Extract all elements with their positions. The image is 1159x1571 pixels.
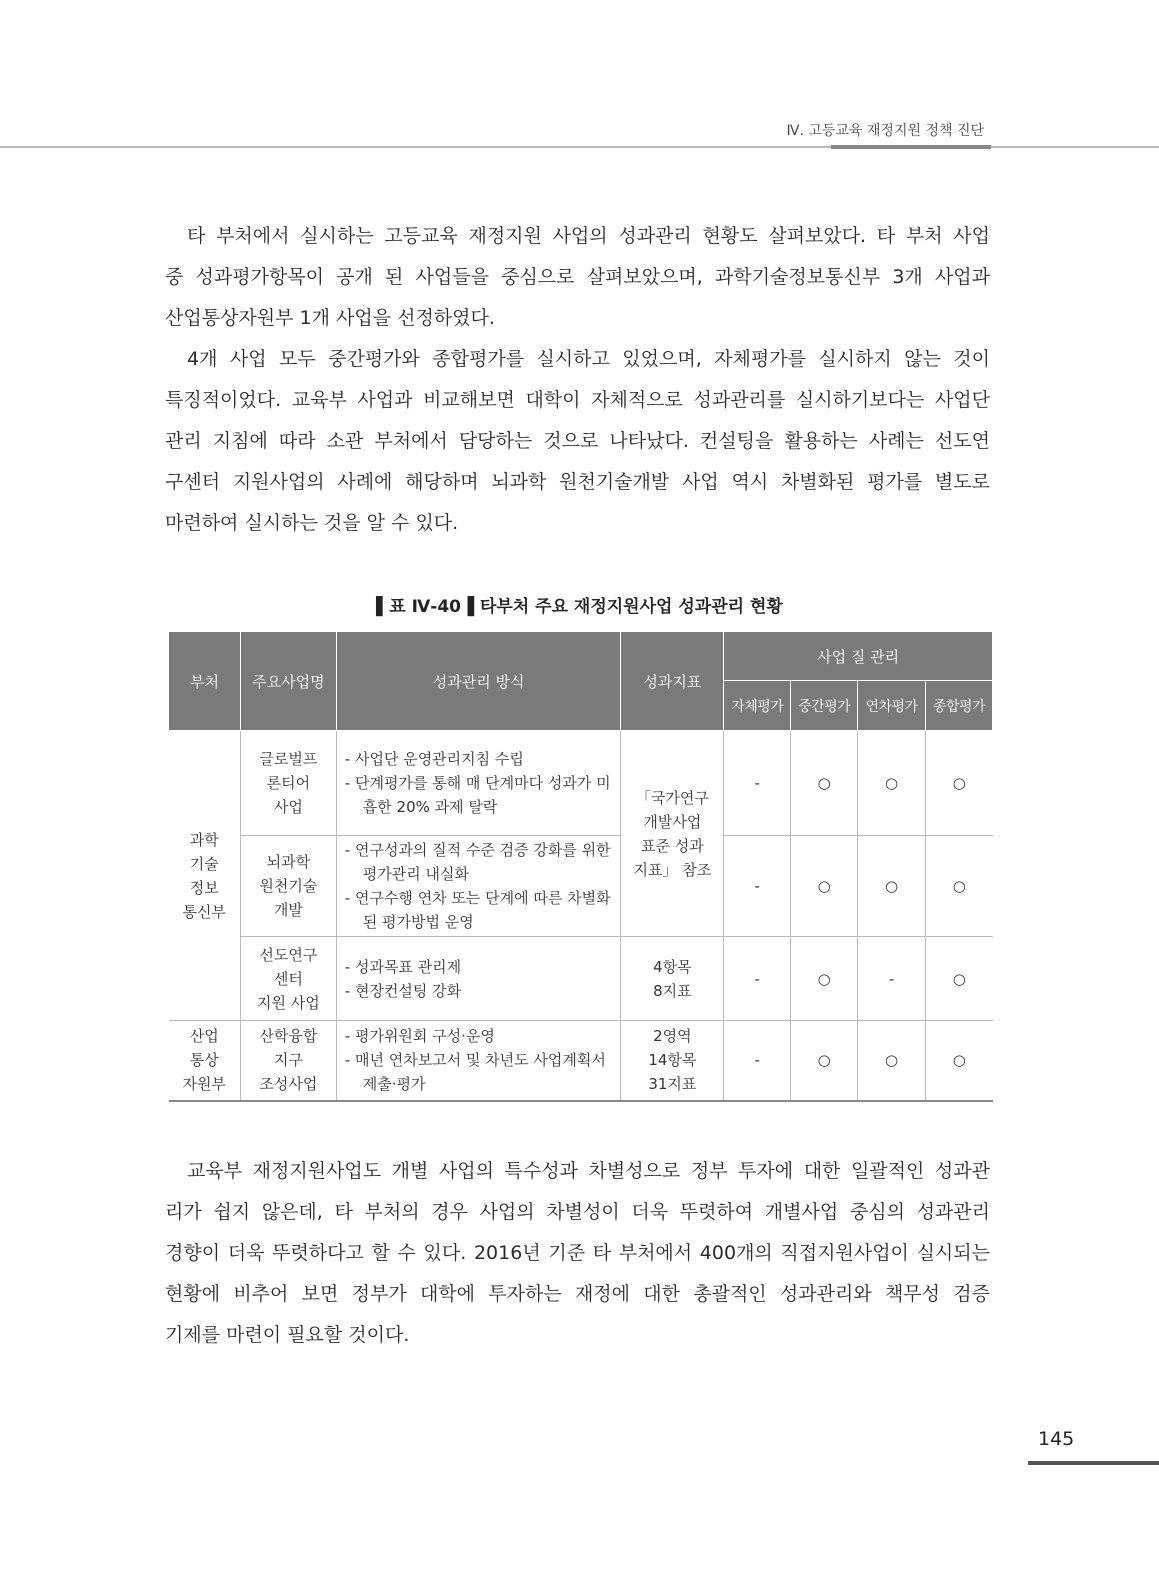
mid-eval-cell: ○ — [791, 731, 858, 836]
paragraph-3 — [165, 1151, 990, 1356]
header-mid: 중간평가 — [791, 681, 858, 731]
running-header: Ⅳ. 고등교육 재정지원 정책 진단 — [786, 123, 984, 139]
method-cell — [336, 1021, 621, 1101]
table-caption: ▌표 Ⅳ-40▐ 타부처 주요 재정지원사업 성과관리 현황 — [376, 597, 783, 617]
header-quality: 사업 질 관리 — [724, 632, 993, 681]
text-line: 현황에 비추어 보면 정부가 대학에 투자하는 재정에 대한 총괄적인 성과관리와 책무성 검증 — [165, 1283, 990, 1305]
method-item: - 사업단 운영관리지침 수립 — [344, 750, 524, 768]
text-line: 구센터 지원사업의 사례에 해당하며 뇌과학 원천기술개발 사업 역시 차별화된 평가를 별도로 — [165, 471, 990, 493]
text-line: 특징적이었다. 교육부 사업과 비교해보면 대학이 자체적으로 성과관리를 실시하기보다는 사업단 — [165, 389, 990, 411]
page-number-bar — [1028, 1461, 1159, 1465]
annual-eval-cell: ○ — [858, 731, 926, 836]
method-item: - 현장컨설팅 강화 — [344, 981, 462, 1000]
program-name-cell: 선도연구 센터 지원 사업 — [240, 937, 336, 1021]
method-cell — [336, 731, 621, 836]
method-item: - 매년 연차보고서 및 차년도 사업계획서 제출·평가 — [344, 1051, 606, 1094]
method-item: - 단계평가를 통해 매 단계마다 성과가 미흡한 20% 과제 탈락 — [344, 774, 611, 816]
paragraph-2 — [165, 339, 990, 544]
text-line: 4개 사업 모두 중간평가와 종합평가를 실시하고 있었으며, 자체평가를 실시하지 않는 것이 — [187, 348, 990, 370]
final-eval-cell: ○ — [926, 836, 993, 937]
text-line: 마련하여 실시하는 것을 알 수 있다. — [165, 512, 459, 534]
text-line: 리가 쉽지 않은데, 타 부처의 경우 사업의 차별성이 더욱 뚜렷하여 개별사업 중심의 성과관리 — [165, 1201, 990, 1223]
indicator-cell: 「국가연구 개발사업 표준 성과 지표」 참조 — [621, 731, 724, 937]
program-name-cell: 산학융합 지구 조성사업 — [240, 1021, 336, 1101]
paragraph-1 — [165, 216, 990, 339]
final-eval-cell: ○ — [926, 937, 993, 1021]
text-line: 경향이 더욱 뚜렷하다고 할 수 있다. 2016년 기준 타 부처에서 400개의 직접지원사업이 실시되는 — [165, 1242, 990, 1264]
header-self: 자체평가 — [724, 681, 791, 731]
text-line: 관리 지침에 따라 소관 부처에서 담당하는 것으로 나타났다. 컨설팅을 활용하는 사례는 선도연 — [165, 430, 990, 452]
dept-cell: 과학 기술 정보 통신부 — [169, 731, 241, 1021]
final-eval-cell: ○ — [926, 1021, 993, 1101]
method-item: - 연구수행 연차 또는 단계에 따른 차별화된 평가방법 운영 — [344, 889, 611, 931]
method-item: - 성과목표 관리제 — [344, 957, 462, 976]
annual-eval-cell: ○ — [858, 836, 926, 937]
annual-eval-cell: - — [858, 937, 926, 1021]
header-name: 주요사업명 — [240, 632, 336, 731]
header-indicator: 성과지표 — [621, 632, 724, 731]
text-line: 중 성과평가항목이 공개 된 사업들을 중심으로 살펴보았으며, 과학기술정보통신부 3개 사업과 — [165, 266, 990, 288]
indicator-cell: 2영역 14항목 31지표 — [621, 1021, 724, 1101]
program-name-cell: 글로벌프 론티어 사업 — [240, 731, 336, 836]
mid-eval-cell: ○ — [791, 1021, 858, 1101]
text-line: 타 부처에서 실시하는 고등교육 재정지원 사업의 성과관리 현황도 살펴보았다. 타 부처 사업 — [187, 225, 990, 247]
header-method: 성과관리 방식 — [336, 632, 621, 731]
mid-eval-cell: ○ — [791, 836, 858, 937]
self-eval-cell: - — [724, 937, 791, 1021]
header-annual: 연차평가 — [858, 681, 926, 731]
text-line: 산업통상자원부 1개 사업을 선정하였다. — [165, 307, 495, 329]
header-dept: 부처 — [169, 632, 241, 731]
dept-cell: 산업 통상 자원부 — [169, 1021, 241, 1101]
method-cell — [336, 836, 621, 937]
method-item: - 연구성과의 질적 수준 검증 강화를 위한 평가관리 내실화 — [344, 841, 611, 883]
table-row — [169, 731, 993, 836]
header-final: 종합평가 — [926, 681, 993, 731]
indicator-cell: 4항목 8지표 — [621, 937, 724, 1021]
performance-table — [168, 632, 993, 1102]
table-row — [169, 1021, 993, 1101]
method-cell — [336, 937, 621, 1021]
table-row — [169, 836, 993, 937]
method-item: - 평가위원회 구성·운영 — [344, 1027, 495, 1046]
final-eval-cell: ○ — [926, 731, 993, 836]
mid-eval-cell: ○ — [791, 937, 858, 1021]
header-rule-accent — [831, 145, 991, 149]
annual-eval-cell: ○ — [858, 1021, 926, 1101]
self-eval-cell: - — [724, 731, 791, 836]
self-eval-cell: - — [724, 1021, 791, 1101]
self-eval-cell: - — [724, 836, 791, 937]
page-number: 145 — [1038, 1428, 1075, 1450]
text-line: 교육부 재정지원사업도 개별 사업의 특수성과 차별성으로 정부 투자에 대한 일괄적인 성과관 — [187, 1160, 990, 1182]
text-line: 기제를 마련이 필요할 것이다. — [165, 1324, 410, 1346]
table-row — [169, 937, 993, 1021]
program-name-cell: 뇌과학 원천기술 개발 — [240, 836, 336, 937]
